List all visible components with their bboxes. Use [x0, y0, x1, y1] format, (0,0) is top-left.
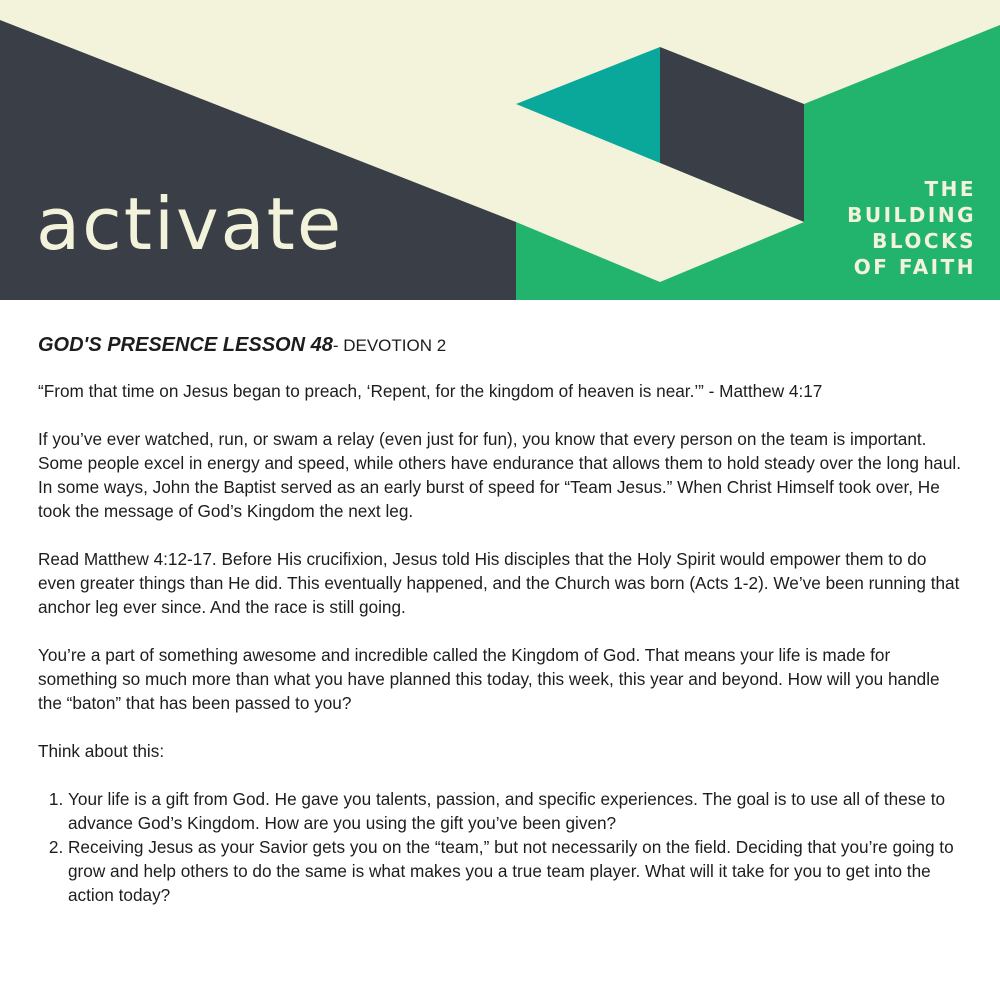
lesson-heading — [38, 330, 968, 361]
reflection-list — [38, 787, 968, 907]
series-title-line: THE — [924, 177, 976, 201]
activate-title: activate — [36, 182, 344, 266]
series-title-line: OF FAITH — [853, 255, 976, 279]
series-title-line: BUILDING — [847, 203, 976, 227]
paragraph: Read Matthew 4:12-17. Before His crucifixion, Jesus told His disciples that the Holy Spirit would empower them to do even greater things than He did. This eventually happened, and the Church was born (Acts 1-2). We’ve been running that anchor leg ever since. And the race is still going. — [38, 549, 960, 617]
list-item: 1. Your life is a gift from God. He gave you talents, passion, and specific experiences. The goal is to use all of these to advance God’s Kingdom. How are you using the gift you’ve been given? — [68, 787, 968, 835]
lesson-title: GOD'S PRESENCE LESSON 48 — [38, 334, 333, 356]
devotion-label: - DEVOTION 2 — [332, 336, 447, 355]
scripture-verse: “From that time on Jesus began to preach, ‘Repent, for the kingdom of heaven is near.’” - Matthew 4:17 — [38, 381, 823, 401]
paragraph: If you’ve ever watched, run, or swam a relay (even just for fun), you know that every person on the team is important. Some people excel in energy and speed, while others have endurance that allows them to hold steady over the long haul. In some ways, John the Baptist served as an early burst of speed for “Team Jesus.” When Christ Himself took over, He took the message of God’s Kingdom the next leg. — [38, 429, 961, 521]
think-about-label: Think about this: — [38, 741, 165, 761]
series-title-line: BLOCKS — [872, 229, 976, 253]
series-title — [847, 176, 976, 280]
header-banner — [0, 0, 1000, 300]
list-item: 2. Receiving Jesus as your Savior gets you on the “team,” but not necessarily on the field. Deciding that you’re going to grow and help others to do the same is what makes you a true team player. What will it take for you to get into the action today? — [68, 835, 968, 907]
devotion-body — [38, 330, 968, 907]
paragraph: You’re a part of something awesome and incredible called the Kingdom of God. That means your life is made for something so much more than what you have planned this today, this week, this year and beyond. How will you handle the “baton” that has been passed to you? — [38, 645, 940, 713]
